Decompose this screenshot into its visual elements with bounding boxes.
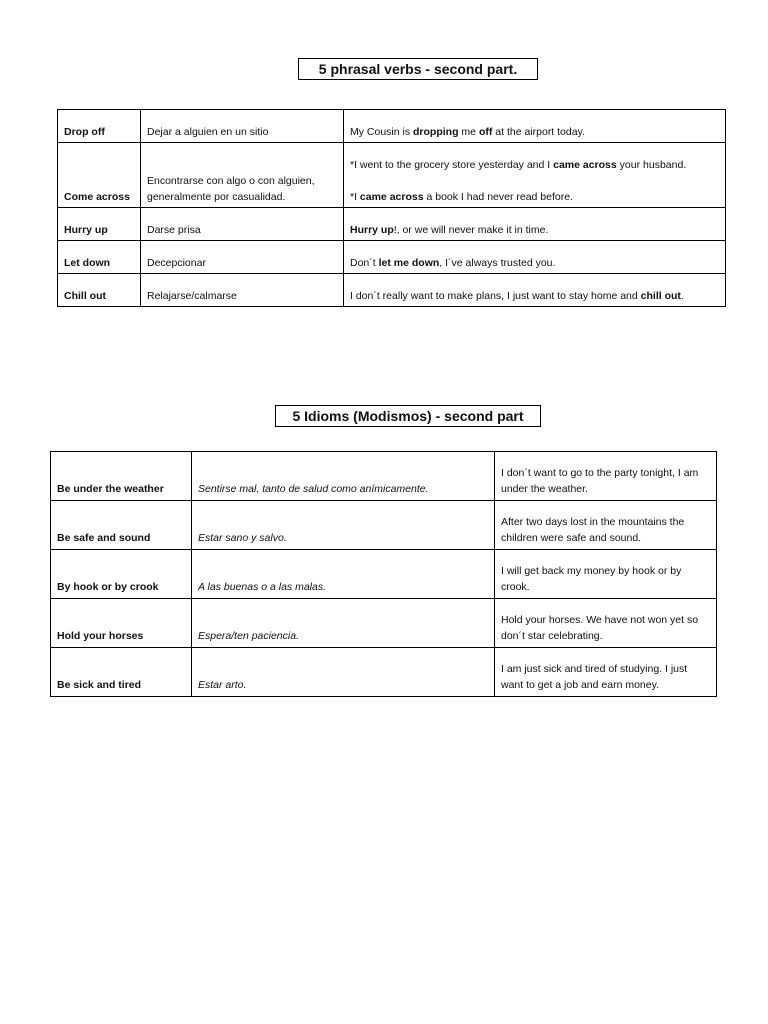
table-row bbox=[58, 208, 726, 241]
example-cell: I will get back my money by hook or by crook. bbox=[495, 550, 717, 599]
example-text: Hurry up!, or we will never make it in time. bbox=[350, 224, 549, 236]
term-cell: Let down bbox=[58, 241, 141, 274]
meaning-cell: Sentirse mal, tanto de salud como anímicamente. bbox=[192, 452, 495, 501]
phrasal-verbs-title: 5 phrasal verbs - second part. bbox=[298, 58, 538, 80]
idioms-table bbox=[50, 451, 717, 697]
term-cell: Be sick and tired bbox=[51, 648, 192, 697]
example-text: My Cousin is dropping me off at the airport today. bbox=[350, 126, 585, 138]
meaning-cell: Encontrarse con algo o con alguien, generalmente por casualidad. bbox=[141, 143, 344, 208]
example-cell: Hold your horses. We have not won yet so don´t star celebrating. bbox=[495, 599, 717, 648]
term-cell: Come across bbox=[58, 143, 141, 208]
table-row bbox=[58, 110, 726, 143]
example-cell: I am just sick and tired of studying. I just want to get a job and earn money. bbox=[495, 648, 717, 697]
phrasal-verbs-table bbox=[57, 109, 726, 307]
meaning-cell: Darse prisa bbox=[141, 208, 344, 241]
example-cell bbox=[344, 208, 726, 241]
term-cell: Chill out bbox=[58, 274, 141, 307]
table-row bbox=[51, 452, 717, 501]
example-text-2: *I came across a book I had never read before. bbox=[350, 191, 573, 203]
example-cell bbox=[344, 110, 726, 143]
example-text: Don´t let me down, I´ve always trusted you. bbox=[350, 257, 556, 269]
meaning-cell: Decepcionar bbox=[141, 241, 344, 274]
example-text-1: *I went to the grocery store yesterday and I came across your husband. bbox=[350, 159, 687, 171]
table-row bbox=[58, 241, 726, 274]
term-cell: Be safe and sound bbox=[51, 501, 192, 550]
table-row bbox=[51, 648, 717, 697]
example-cell: After two days lost in the mountains the children were safe and sound. bbox=[495, 501, 717, 550]
meaning-cell: A las buenas o a las malas. bbox=[192, 550, 495, 599]
meaning-cell: Relajarse/calmarse bbox=[141, 274, 344, 307]
term-cell: By hook or by crook bbox=[51, 550, 192, 599]
example-cell bbox=[344, 274, 726, 307]
example-cell bbox=[344, 143, 726, 208]
table-row bbox=[58, 143, 726, 208]
term-cell: Hurry up bbox=[58, 208, 141, 241]
meaning-cell: Espera/ten paciencia. bbox=[192, 599, 495, 648]
term-cell: Be under the weather bbox=[51, 452, 192, 501]
term-cell: Hold your horses bbox=[51, 599, 192, 648]
table-row bbox=[51, 599, 717, 648]
example-cell bbox=[344, 241, 726, 274]
table-row bbox=[51, 501, 717, 550]
example-cell: I don´t want to go to the party tonight, I am under the weather. bbox=[495, 452, 717, 501]
meaning-cell: Estar arto. bbox=[192, 648, 495, 697]
table-row bbox=[58, 274, 726, 307]
meaning-cell: Dejar a alguien en un sitio bbox=[141, 110, 344, 143]
idioms-title: 5 Idioms (Modismos) - second part bbox=[275, 405, 541, 427]
example-text: I don´t really want to make plans, I just want to stay home and chill out. bbox=[350, 290, 684, 302]
table-row bbox=[51, 550, 717, 599]
meaning-cell: Estar sano y salvo. bbox=[192, 501, 495, 550]
term-cell: Drop off bbox=[58, 110, 141, 143]
